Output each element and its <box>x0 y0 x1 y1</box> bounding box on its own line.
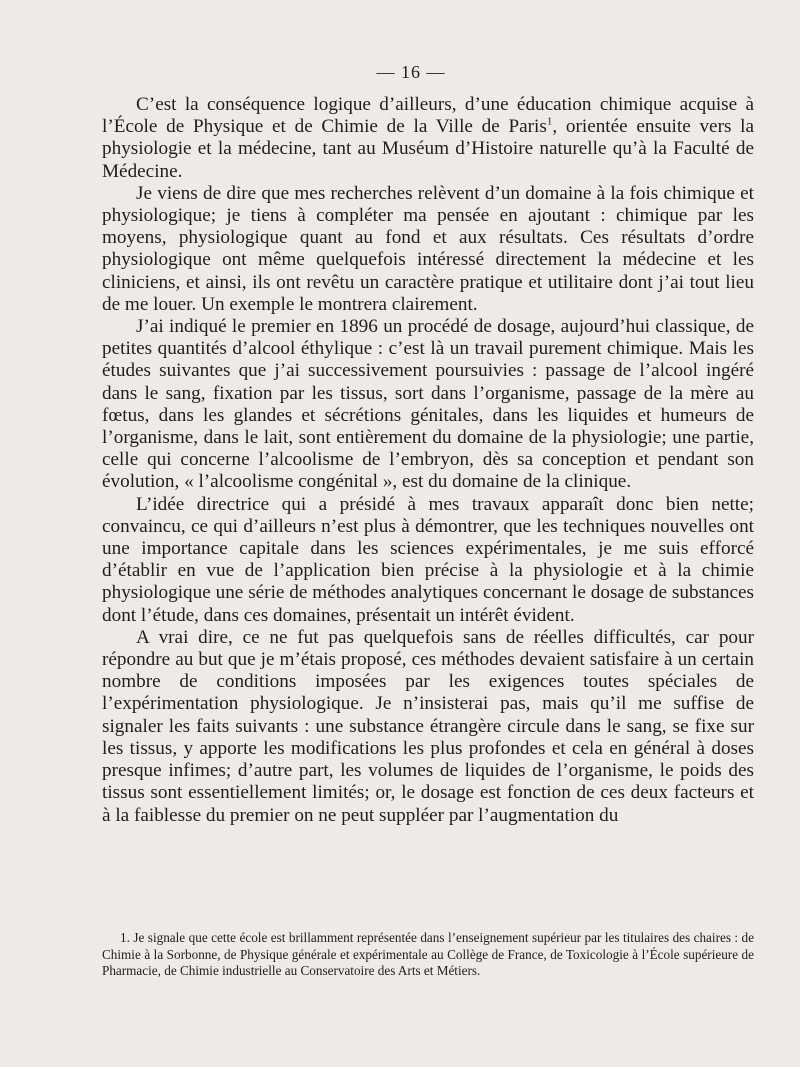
page-number: — 16 — <box>376 62 446 82</box>
body-text <box>102 94 754 827</box>
footnotes <box>102 930 754 980</box>
paragraph-text: C’est la conséquence logique d’ailleurs, d’une éducation chimique acquise à l’École de Physique et de Chimie de la Ville de Paris <box>102 94 754 138</box>
paragraph: L’idée directrice qui a présidé à mes travaux apparaît donc bien nette; convaincu, ce qui d’ailleurs n’est plus à démontrer, que les techniques nouvelles ont une importance capitale dans les sciences expérimentales, je me suis efforcé d’établir en vue de l’application bien précise à la physiologie et à la chimie physiologique une série de méthodes analytiques concernant le dosage de substances dont l’étude, dans ces domaines, présentait un intérêt évident. <box>102 493 754 626</box>
footnote: 1. Je signale que cette école est brillamment représentée dans l’enseignement supérieur par les titulaires des chaires : de Chimie à la Sorbonne, de Physique générale et expérimentale au Collège de France, de Toxicologie à l’École supérieure de Pharmacie, de Chimie industrielle au Conservatoire des Arts et Métiers. <box>102 930 754 979</box>
paragraph: J’ai indiqué le premier en 1896 un procédé de dosage, aujourd’hui classique, de petites quantités d’alcool éthylique : c’est là un travail purement chimique. Mais les études suivantes que j’ai successivement poursuivies : passage de l’alcool ingéré dans le sang, fixation par les tissus, sort dans l’organisme, passage de la mère au fœtus, dans les glandes et sécrétions génitales, dans les liquides et humeurs de l’organisme, dans le lait, sont entièrement du domaine de la physiologie; une partie, celle qui concerne l’alcoolisme de l’embryon, dès sa conception et pendant son évolution, « l’alcoolisme congénital », est du domaine de la clinique. <box>102 316 754 493</box>
paragraph <box>102 94 754 183</box>
footnote-reference: 1 <box>546 115 553 128</box>
paragraph-text: , orientée ensuite vers la physiologie et la médecine, tant au Muséum d’Histoire naturelle qu’à la Faculté de Médecine. <box>102 116 754 182</box>
paragraph: Je viens de dire que mes recherches relèvent d’un domaine à la fois chimique et physiologique; je tiens à compléter ma pensée en ajoutant : chimique par les moyens, physiologique quant au fond et aux résultats. Ces résultats d’ordre physiologique ont même quelquefois intéressé directement la médecine et les cliniciens, et ainsi, ils ont revêtu un caractère pratique et utilitaire dont j’ai tout lieu de me louer. Un exemple le montrera clairement. <box>102 182 754 315</box>
paragraph: A vrai dire, ce ne fut pas quelquefois sans de réelles difficultés, car pour répondre au but que je m’étais proposé, ces méthodes devaient satisfaire à un certain nombre de conditions imposées par les exigences toutes spéciales de l’expérimentation physiologique. Je n’insisterai pas, mais qu’il me suffise de signaler les faits suivants : une substance étrangère circule dans le sang, se fixe sur les tissus, y apporte les modifications les plus profondes et cela en général à doses presque infimes; d’autre part, les volumes de liquides de l’organisme, le poids des tissus sont essentiellement limités; or, le dosage est fonction de ces deux facteurs et à la faiblesse du premier on ne peut suppléer par l’augmentation du <box>102 626 754 826</box>
